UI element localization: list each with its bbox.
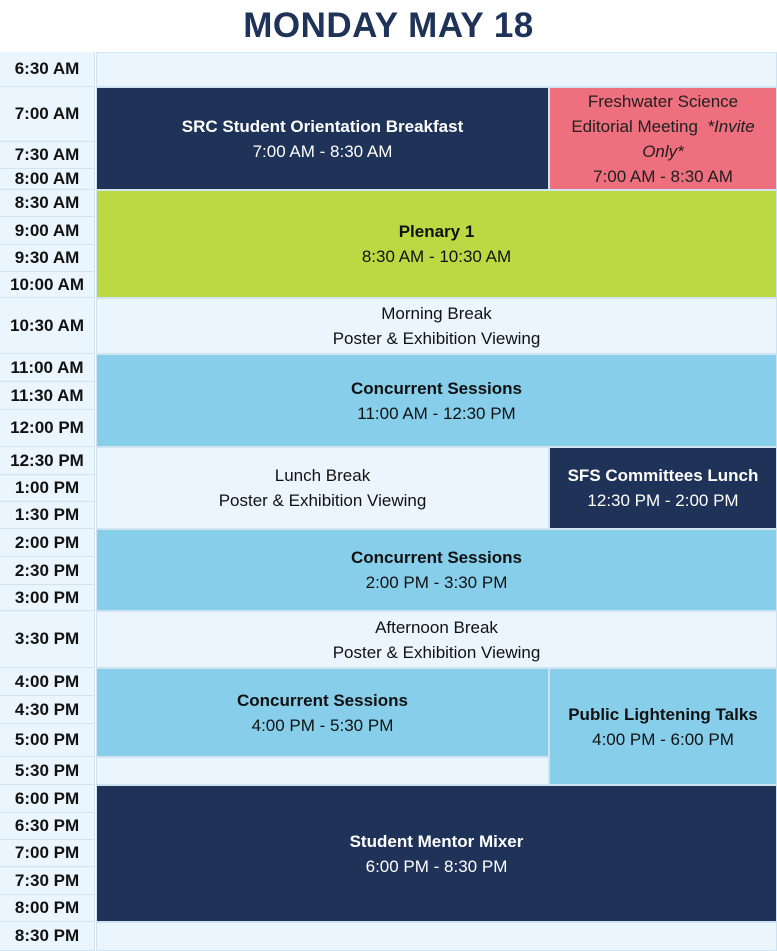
event-subtitle: Poster & Exhibition Viewing bbox=[332, 329, 541, 348]
event-title: Lunch Break bbox=[274, 466, 371, 485]
event-time: 4:00 PM - 5:30 PM bbox=[251, 715, 394, 735]
empty-slot-830pm bbox=[96, 922, 777, 951]
event-time: 4:00 PM - 6:00 PM bbox=[592, 729, 734, 749]
event-time: 11:00 AM - 12:30 PM bbox=[357, 403, 516, 423]
time-label: 4:00 PM bbox=[0, 668, 95, 696]
event-morning-break[interactable] bbox=[96, 298, 777, 354]
event-student-mentor-mixer[interactable] bbox=[96, 785, 777, 922]
time-label: 3:00 PM bbox=[0, 585, 95, 611]
empty-slot-530pm bbox=[96, 757, 549, 785]
time-label: 10:30 AM bbox=[0, 298, 95, 354]
time-label: 1:00 PM bbox=[0, 475, 95, 502]
event-src-breakfast[interactable] bbox=[96, 87, 549, 190]
time-label: 1:30 PM bbox=[0, 502, 95, 529]
event-plenary[interactable] bbox=[96, 190, 777, 298]
event-title: Concurrent Sessions bbox=[351, 378, 522, 398]
time-label: 12:30 PM bbox=[0, 447, 95, 475]
event-title: Plenary 1 bbox=[398, 222, 475, 241]
event-afternoon-break[interactable] bbox=[96, 611, 777, 668]
time-label: 10:00 AM bbox=[0, 272, 95, 298]
event-time: 7:00 AM - 8:30 AM bbox=[593, 166, 733, 186]
time-label: 8:00 AM bbox=[0, 169, 95, 190]
time-label: 6:30 AM bbox=[0, 52, 95, 87]
time-label: 2:00 PM bbox=[0, 529, 95, 557]
time-label: 2:30 PM bbox=[0, 557, 95, 585]
event-concurrent-sessions-3[interactable] bbox=[96, 668, 549, 757]
time-label: 7:00 PM bbox=[0, 840, 95, 867]
event-title: Afternoon Break bbox=[375, 617, 498, 637]
event-title: Concurrent Sessions bbox=[237, 690, 408, 710]
time-label: 7:00 AM bbox=[0, 87, 95, 142]
event-title: SRC Student Orientation Breakfast bbox=[181, 116, 464, 136]
event-editorial-meeting[interactable] bbox=[549, 87, 777, 190]
time-label: 11:30 AM bbox=[0, 382, 95, 410]
event-time: 2:00 PM - 3:30 PM bbox=[365, 573, 508, 592]
time-label: 12:00 PM bbox=[0, 410, 95, 447]
time-label: 5:00 PM bbox=[0, 724, 95, 757]
event-title: Student Mentor Mixer bbox=[349, 831, 524, 851]
event-time: 12:30 PM - 2:00 PM bbox=[587, 491, 739, 510]
time-label: 11:00 AM bbox=[0, 354, 95, 382]
event-title-line1: Freshwater Science bbox=[587, 91, 739, 111]
empty-slot-630am bbox=[96, 52, 777, 87]
time-label: 9:00 AM bbox=[0, 217, 95, 245]
schedule-grid bbox=[0, 52, 777, 951]
time-label: 7:30 AM bbox=[0, 142, 95, 169]
page-title: MONDAY MAY 18 bbox=[243, 6, 534, 45]
time-label: 3:30 PM bbox=[0, 611, 95, 668]
event-sfs-committees-lunch[interactable] bbox=[549, 447, 777, 529]
event-public-lightening-talks[interactable] bbox=[549, 668, 777, 785]
event-time: 7:00 AM - 8:30 AM bbox=[252, 141, 393, 161]
event-title: Morning Break bbox=[381, 304, 492, 323]
event-concurrent-sessions-2[interactable] bbox=[96, 529, 777, 611]
event-concurrent-sessions-1[interactable] bbox=[96, 354, 777, 447]
event-subtitle: Poster & Exhibition Viewing bbox=[332, 642, 541, 662]
event-time: 6:00 PM - 8:30 PM bbox=[365, 856, 508, 876]
time-label: 8:00 PM bbox=[0, 895, 95, 922]
event-title: Public Lightening Talks bbox=[568, 704, 758, 724]
time-label: 8:30 AM bbox=[0, 190, 95, 217]
event-lunch-break[interactable] bbox=[96, 447, 549, 529]
event-title-line2: Editorial Meeting bbox=[571, 116, 698, 136]
time-label: 8:30 PM bbox=[0, 922, 95, 951]
time-label: 9:30 AM bbox=[0, 245, 95, 272]
time-label: 7:30 PM bbox=[0, 867, 95, 895]
time-label: 6:30 PM bbox=[0, 813, 95, 840]
event-title: Concurrent Sessions bbox=[351, 548, 522, 567]
time-label: 4:30 PM bbox=[0, 696, 95, 724]
invite-only-note: *Invite Only* bbox=[642, 116, 755, 161]
event-title: SFS Committees Lunch bbox=[567, 466, 759, 485]
time-label: 5:30 PM bbox=[0, 757, 95, 785]
time-label: 6:00 PM bbox=[0, 785, 95, 813]
event-subtitle: Poster & Exhibition Viewing bbox=[218, 491, 427, 510]
event-time: 8:30 AM - 10:30 AM bbox=[361, 247, 512, 266]
